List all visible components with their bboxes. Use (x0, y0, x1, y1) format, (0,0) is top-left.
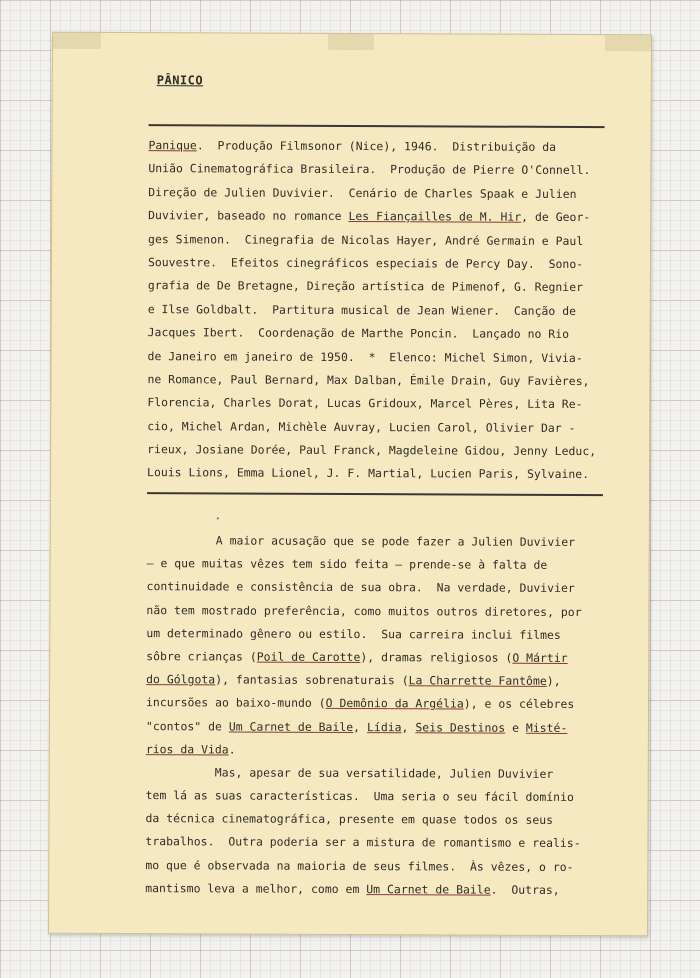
credits-line (147, 415, 617, 440)
text-run: Jacques Ibert. Coordenação de Marthe Poncin. Lançado no Rio (147, 325, 570, 342)
bottom-rule (147, 492, 603, 496)
body-line (145, 807, 615, 832)
body-line (146, 645, 616, 670)
text-run: . (228, 742, 236, 757)
text-run: um determinado gênero ou estilo. Sua carreira inclui filmes (146, 625, 561, 642)
text-run: da técnica cinematográfica, presente em quase todos os seus (145, 811, 554, 828)
text-run: sôbre crianças ( (146, 649, 257, 664)
body-line (146, 668, 616, 693)
text-run: — e que muitas vêzes tem sido feita — prende-se à falta de (146, 556, 548, 573)
text-run: , (353, 719, 368, 734)
text-run: Duvivier, baseado no romance (148, 208, 349, 224)
credits-line (147, 462, 617, 487)
credits-line (147, 438, 617, 463)
text-run: , (401, 719, 416, 734)
underlined-title: Lídia (366, 719, 402, 734)
underlined-title: rios da Vida (145, 741, 229, 757)
credits-line (148, 321, 618, 346)
body-line (146, 715, 616, 740)
text-run: e Ilse Goldbalt. Partitura musical de Jean Wiener. Canção de (147, 301, 577, 318)
tape-strip-left (53, 33, 101, 49)
tape-strip-right (605, 35, 651, 51)
text-run: Louis Lions, Emma Lionel, J. F. Martial, Lucien Paris, Sylvaine. (147, 465, 590, 482)
underlined-title: Misté- (525, 720, 568, 735)
text-run: ), dramas religiosos ( (360, 649, 513, 665)
text-run: rieux, Josiane Dorée, Paul Franck, Magdeleine Gidou, Jenny Leduc, (147, 442, 597, 459)
underlined-title: Um Carnet de Baile (228, 718, 354, 734)
text-run: continuidade e consistência de sua obra. Na verdade, Duvivier (146, 579, 575, 596)
underlined-title: Panique (148, 138, 197, 153)
text-run: grafia de De Bretagne, Direção artística de Pimenof, G. Regnier (147, 278, 584, 295)
text-run: . Outras, (490, 882, 560, 897)
body-line (146, 761, 616, 786)
body-line (146, 599, 616, 624)
underlined-title: Seis Destinos (415, 719, 506, 735)
text-run: "contos" de (145, 718, 229, 733)
text-run: ), (546, 673, 561, 689)
text-run: ), e os célebres (463, 696, 575, 712)
text-run: Florencia, Charles Dorat, Lucas Gridoux, Marcel Pères, Lita Re- (147, 395, 583, 412)
credits-line (148, 298, 618, 323)
text-run: Mas, apesar de sua versatilidade, Julien Duvivier (145, 764, 554, 781)
credits-line (147, 368, 617, 393)
text-run: A maior acusação que se pode fazer a Julien Duvivier (146, 533, 576, 549)
text-run: Souvestre. Efeitos cinegráficos especiais de Percy Day. Sono- (147, 255, 584, 271)
text-run: e (505, 720, 526, 735)
tape-strip-center (328, 34, 374, 50)
underlined-title: do Gólgota (146, 672, 216, 687)
credits-line (148, 251, 618, 276)
underlined-title: Um Carnet de Baile (366, 881, 491, 897)
body-line (147, 529, 617, 554)
body-line (146, 691, 616, 716)
credits-line (148, 228, 618, 253)
body-line (146, 738, 616, 763)
text-run: Direção de Julien Duvivier. Cenário de Charles Spaak e Julien (148, 184, 577, 201)
text-run: incursões ao baixo-mundo ( (146, 695, 326, 711)
body-line (146, 575, 616, 600)
body-line (147, 552, 617, 577)
credits-line (147, 391, 617, 416)
review-body (145, 529, 617, 902)
text-run: , de Geor- (521, 209, 591, 225)
text-run: União Cinematográfica Brasileira. Produção de Pierre O'Connell. (148, 161, 591, 178)
text-run: ), fantasias sobrenaturais ( (215, 672, 409, 688)
text-run: mo que é observada na maioria de seus filmes. Às vêzes, o ro- (145, 857, 574, 874)
text-run: ne Romance, Paul Bernard, Max Dalban, Émile Drain, Guy Favières, (147, 372, 590, 388)
underlined-title: O Demônio da Argélia (325, 696, 464, 711)
underlined-title: La Charrette Fantôme (408, 673, 547, 688)
underlined-title: Les Fiançailles de M. Hir (348, 209, 522, 224)
text-run: de Janeiro em janeiro de 1950. * Elenco: Michel Simon, Vivia- (147, 348, 583, 365)
film-credits-block (147, 134, 619, 487)
text-run: tem lá as suas características. Uma seria o seu fácil domínio (145, 788, 574, 805)
credits-line (148, 274, 618, 299)
typewritten-page (48, 32, 652, 937)
text-run: mantismo leva a melhor, como em (145, 880, 367, 896)
body-line (146, 784, 616, 809)
text-run: . Produção Filmsonor (Nice), 1946. Distribuição da (196, 138, 557, 154)
credits-line (148, 158, 618, 183)
top-rule (149, 124, 605, 128)
body-line (145, 877, 615, 902)
text-run: ges Simenon. Cinegrafia de Nicolas Hayer, André Germain e Paul (148, 231, 584, 248)
underlined-title: O Mártir (512, 650, 568, 665)
credits-line (148, 181, 618, 206)
text-run: trabalhos. Outra poderia ser a mistura de romantismo e realis- (145, 834, 581, 851)
credits-line (148, 204, 618, 229)
ink-speck (217, 517, 219, 519)
underlined-title: Poil de Carotte (256, 649, 361, 664)
credits-line (148, 134, 618, 159)
document-title: PÂNICO (156, 73, 204, 88)
text-run: cio, Michel Ardan, Michèle Auvray, Lucien Carol, Olivier Dar - (147, 418, 576, 435)
body-line (145, 854, 615, 879)
body-line (146, 622, 616, 647)
body-line (145, 831, 615, 856)
credits-line (148, 345, 618, 370)
text-run: não tem mostrado preferência, como muitos outros diretores, por (146, 602, 582, 619)
